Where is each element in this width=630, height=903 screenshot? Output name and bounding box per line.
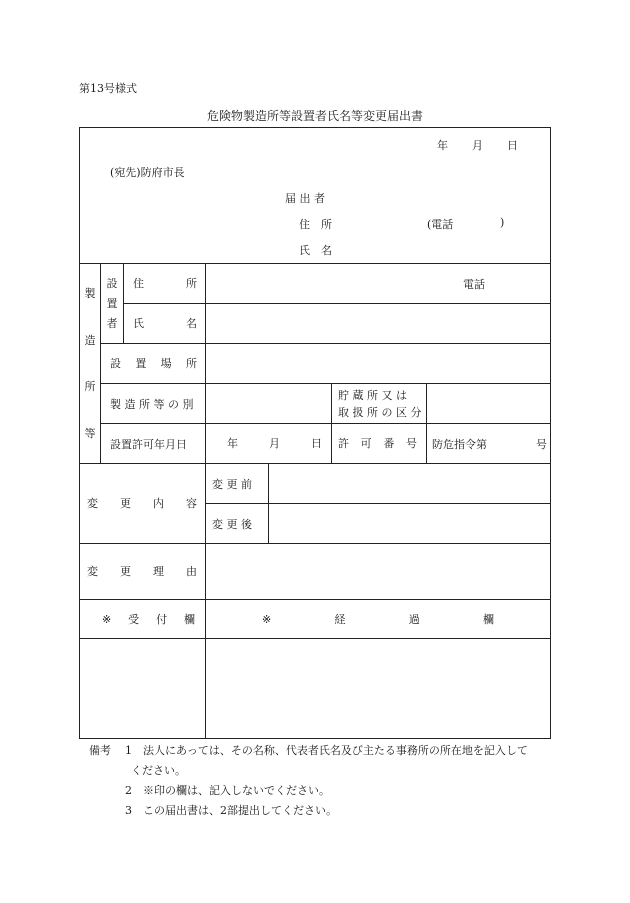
installer-name-label <box>133 316 197 330</box>
form-number: 第13号様式 <box>79 82 137 95</box>
facility-group-char: 所 <box>84 380 96 394</box>
applicant-label: 届 出 者 <box>285 192 325 205</box>
reason-char: 更 <box>120 565 131 578</box>
permit-date-label: 設置許可年月日 <box>110 438 187 451</box>
installer-phone-label: 電話 <box>463 278 485 291</box>
change-before-label: 変 更 前 <box>212 478 252 491</box>
reason-char: 変 <box>87 565 98 578</box>
address-char: 所 <box>186 277 197 290</box>
location-char: 置 <box>135 357 147 370</box>
location-char: 所 <box>185 357 197 370</box>
note-3-text: この届出書は、2部提出してください。 <box>143 804 337 817</box>
date-month-label: 月 <box>472 139 483 152</box>
storage-line-1: 貯 蔵 所 又 は <box>338 389 407 402</box>
divider-installer-end <box>100 343 551 344</box>
location-label <box>110 356 197 370</box>
header-date <box>437 138 518 152</box>
location-char: 場 <box>160 357 172 370</box>
permit-no-char: 号 <box>405 437 417 450</box>
divider-mid-col <box>331 383 332 463</box>
change-after-label: 変 更 後 <box>212 518 252 531</box>
divider-location-end <box>100 383 551 384</box>
permit-date-fields <box>227 436 322 450</box>
divider-reception-header <box>79 638 551 639</box>
notes-label: 備考 <box>89 744 111 757</box>
divider-type-end <box>100 423 551 424</box>
applicant-phone-close: ) <box>500 216 505 229</box>
location-char: 設 <box>110 357 121 370</box>
divider-header <box>79 263 551 264</box>
permit-day-label: 日 <box>311 437 322 450</box>
document-title: 危険物製造所等設置者氏名等変更届出書 <box>206 109 423 123</box>
note-3-number: 3 <box>125 804 132 817</box>
installer-char: 置 <box>106 297 118 310</box>
progress-label <box>262 612 494 626</box>
progress-char: 経 <box>334 613 346 626</box>
note-1-continuation: ください。 <box>131 764 186 777</box>
address-char: 住 <box>133 277 144 290</box>
content-char: 容 <box>186 497 197 510</box>
storage-category-label <box>338 387 421 421</box>
note-2-number: 2 <box>125 784 132 797</box>
facility-group-char: 等 <box>84 426 96 440</box>
reception-label <box>102 612 195 626</box>
facility-group-char: 製 <box>84 287 96 301</box>
divider-installer-mid <box>123 303 551 304</box>
note-1-text: 法人にあっては、その名称、代表者氏名及び主たる事務所の所在地を記入して <box>143 744 528 757</box>
permit-year-label: 年 <box>227 437 238 450</box>
divider-content-end <box>79 543 551 544</box>
progress-char: ※ <box>262 612 272 626</box>
divider-change-col <box>268 463 269 543</box>
permit-no-char: 可 <box>360 437 372 450</box>
divider-facility-end <box>79 463 551 464</box>
content-char: 内 <box>153 497 164 510</box>
date-day-label: 日 <box>507 139 518 152</box>
note-1-number: 1 <box>125 744 132 757</box>
storage-line-2: 取 扱 所 の 区 分 <box>338 406 422 419</box>
divider-label-col <box>205 263 206 738</box>
date-year-label: 年 <box>437 139 448 152</box>
reception-char: ※ <box>102 612 112 626</box>
name-char: 氏 <box>133 317 144 330</box>
note-2-text: ※印の欄は、記入しないでください。 <box>143 784 330 797</box>
permit-no-char: 番 <box>383 437 395 450</box>
applicant-phone-open: (電話 <box>427 218 454 231</box>
permit-suffix: 号 <box>536 438 547 451</box>
permit-no-char: 許 <box>338 437 349 450</box>
reason-char: 理 <box>153 565 164 578</box>
facility-group-label <box>80 270 100 456</box>
content-char: 更 <box>120 497 131 510</box>
change-reason-label <box>87 564 197 578</box>
divider-reason-end <box>79 599 551 600</box>
applicant-address-label: 住 所 <box>299 218 332 231</box>
facility-group-char: 造 <box>84 333 96 347</box>
reception-char: 付 <box>156 613 168 626</box>
divider-right-col <box>426 383 427 463</box>
divider-before-after <box>205 503 551 504</box>
reception-char: 欄 <box>183 613 195 626</box>
installer-address-label <box>133 276 197 290</box>
applicant-name-label: 氏 名 <box>299 244 332 257</box>
installer-char: 者 <box>106 317 118 330</box>
progress-char: 過 <box>408 613 420 626</box>
content-char: 変 <box>87 497 98 510</box>
change-content-label <box>87 496 197 510</box>
permit-number-label <box>338 436 417 450</box>
addressee: (宛先)防府市長 <box>110 166 185 179</box>
progress-char: 欄 <box>482 613 494 626</box>
facility-type-label: 製 造 所 等 の 別 <box>110 398 194 411</box>
installer-char: 設 <box>106 277 118 290</box>
permit-prefix: 防危指令第 <box>432 438 487 451</box>
name-char: 名 <box>186 317 197 330</box>
divider-installer-col <box>123 263 124 343</box>
installer-label <box>101 273 123 333</box>
reason-char: 由 <box>186 565 197 578</box>
reception-char: 受 <box>128 613 140 626</box>
permit-month-label: 月 <box>269 437 280 450</box>
